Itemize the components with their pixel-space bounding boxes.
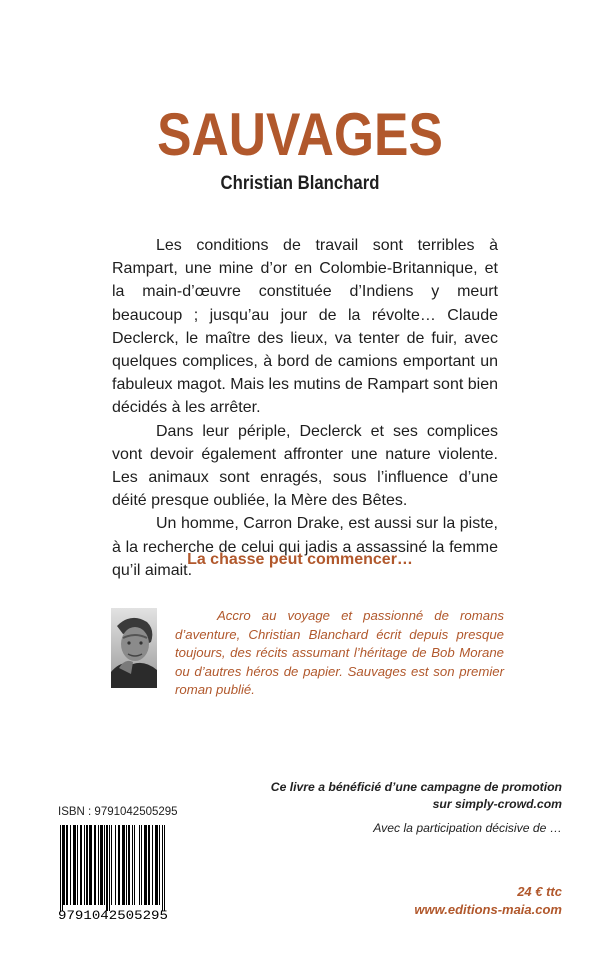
author-name: Christian Blanchard (220, 173, 380, 194)
back-cover-blurb (112, 234, 498, 582)
author-photo (111, 608, 157, 688)
barcode-bar (124, 825, 125, 905)
barcode-bar (94, 825, 95, 905)
barcode-bar (123, 825, 124, 905)
barcode-bar (74, 825, 75, 905)
book-title: SAUVAGES (157, 101, 443, 168)
barcode-bar (81, 825, 82, 905)
barcode-bar (109, 825, 110, 911)
barcode-bar (148, 825, 149, 905)
barcode-bar (107, 825, 108, 911)
price: 24 € ttc (517, 884, 562, 899)
publisher-website: www.editions-maia.com (414, 902, 562, 917)
barcode-bar (145, 825, 146, 905)
barcode-bar (132, 825, 133, 905)
author-bio (175, 607, 504, 700)
barcode-bar (119, 825, 120, 905)
blurb-paragraph: Les conditions de travail sont terribles à Rampart, une mine d’or en Colombie-Britannique, et la main-d’œuvre constituée d’Indiens y meurt beaucoup ; jusqu’au jour de la révolte… Claude Declerck, le maître des lieux, va tenter de fuir, avec quelques complices, à bord de camions emportant un fabuleux magot. Mais les mutins de Rampart sont bien décidés à les arrêter. (112, 237, 498, 417)
barcode-bar (100, 825, 101, 905)
barcode-bar (70, 825, 71, 905)
barcode-bar (64, 825, 65, 905)
barcode-bar (104, 825, 105, 905)
barcode-bar (62, 825, 63, 911)
barcode-bar (67, 825, 68, 905)
blurb-paragraph: Dans leur périple, Declerck et ses complices vont devoir également affronter une nature violente. Les animaux sont enragés, sous l’influence d’une déité presque oubliée, la Mère des Bêtes. (112, 422, 498, 510)
barcode-bar (155, 825, 156, 905)
barcode-bar (91, 825, 92, 905)
barcode-bar (86, 825, 87, 905)
barcode-bar (60, 825, 61, 911)
barcode-bar (98, 825, 99, 905)
promo-line: Ce livre a bénéficié d’une campagne de promotion (270, 780, 562, 794)
isbn-label: ISBN : 9791042505295 (58, 806, 178, 818)
participation-note: Avec la participation décisive de … (373, 821, 562, 835)
barcode-bar (95, 825, 96, 905)
barcode-bar (80, 825, 81, 905)
barcode-bar (162, 825, 163, 911)
barcode-bar (84, 825, 85, 905)
barcode-bar (101, 825, 102, 905)
promo-line: sur simply-crowd.com (432, 797, 562, 811)
barcode-bar (102, 825, 103, 905)
barcode-bar (77, 825, 78, 905)
barcode-bar (87, 825, 88, 905)
barcode-bar (106, 825, 107, 911)
barcode-bar (146, 825, 147, 905)
barcode-bar (126, 825, 127, 905)
barcode-bar (90, 825, 91, 905)
promo-notice (262, 779, 562, 813)
barcode-bar (122, 825, 123, 905)
barcode-bar (139, 825, 140, 905)
barcode-digits: 9791042505295 (58, 909, 168, 921)
tagline: La chasse peut commencer… (187, 551, 413, 568)
barcode-bar (129, 825, 130, 905)
barcode-bar (159, 825, 160, 905)
barcode-bar (111, 825, 112, 905)
barcode-bar (141, 825, 142, 905)
barcode-bar (144, 825, 145, 905)
barcode-bar (152, 825, 153, 905)
barcode-bar (75, 825, 76, 905)
bio-text: Accro au voyage et passionné de romans d’aventure, Christian Blanchard écrit depuis presque toujours, des récits assumant l’héritage de Bob Morane ou d’autres héros de papier. Sauvages est son premier roman publié. (175, 608, 504, 698)
barcode-bar (118, 825, 119, 905)
blurb-paragraph: Un homme, Carron Drake, est aussi sur la piste, à la recherche de celui qui jadis a assassiné la femme qu’il aimait. (112, 515, 498, 579)
barcode-bar (63, 825, 64, 905)
barcode-bar (156, 825, 157, 905)
barcode-bar (157, 825, 158, 905)
barcode-bar (128, 825, 129, 905)
barcode-bar (164, 825, 165, 911)
isbn-barcode (56, 823, 170, 921)
barcode-bar (89, 825, 90, 905)
barcode-bar (66, 825, 67, 905)
barcode-bar (134, 825, 135, 905)
barcode-bar (149, 825, 150, 905)
barcode-bar (115, 825, 116, 905)
barcode-bar (73, 825, 74, 905)
